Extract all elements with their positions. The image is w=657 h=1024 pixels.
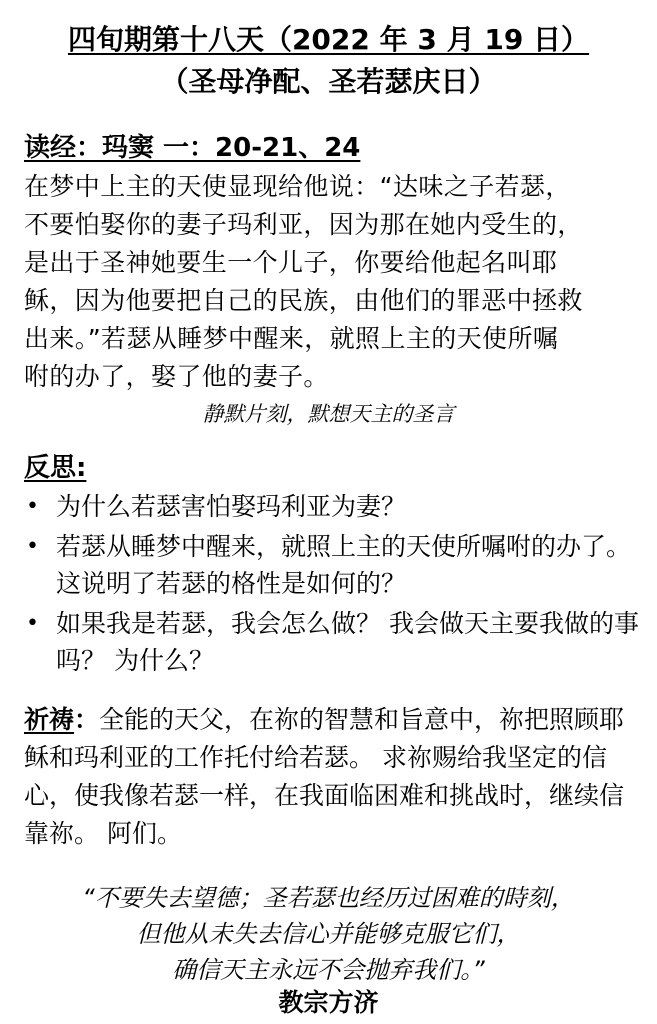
reading-line: 稣，因为他要把自己的民族，由他们的罪恶中拯救 <box>24 286 583 315</box>
reading-line: 在梦中上主的天使显现给他说：“达味之子若瑟， <box>24 172 571 201</box>
feast-subtitle: （圣母净配、圣若瑟庆日） <box>160 65 497 98</box>
reading-heading-text: 读经：玛窦 一：20-21、24 <box>24 133 361 163</box>
reflection-item-text: 若瑟从睡梦中醒来，就照上主的天使所嘱咐的办了。这说明了若瑟的格性是如何的？ <box>56 532 632 598</box>
reflection-item <box>24 605 644 679</box>
quote-author: 教宗方济 <box>278 988 379 1017</box>
prayer-paragraph <box>24 701 639 853</box>
reflection-heading-text: 反思: <box>24 453 87 483</box>
bullet-icon: • <box>26 494 39 519</box>
prayer-colon: ： <box>74 705 100 734</box>
reading-heading <box>24 130 360 166</box>
page-title-text: 四旬期第十八天（2022 年 3 月 19 日） <box>67 23 590 56</box>
bullet-icon: • <box>26 534 39 559</box>
reflection-item-text: 如果我是若瑟，我会怎么做？ 我会做天主要我做的事吗？ 为什么？ <box>56 609 639 675</box>
reading-line: 是出于圣神她要生一个儿子，你要给他起名叫耶 <box>24 248 558 277</box>
quote-line: 确信天主永远不会抛弃我们。” <box>172 956 485 984</box>
prayer-label: 祈祷 <box>24 705 75 734</box>
pope-quote <box>0 880 657 988</box>
quote-line: 但他从未失去信心并能够克服它们， <box>136 920 521 948</box>
reflection-item <box>24 528 644 602</box>
prayer-text: 全能的天父，在祢的智慧和旨意中，祢把照顾耶稣和玛利亚的工作托付给若瑟。 求祢赐给我坚定的信心，使我像若瑟一样，在我面临困难和挑战时，继续信靠祢。 阿们。 <box>24 705 625 848</box>
silence-note: 静默片刻，默想天主的圣言 <box>202 402 455 426</box>
reflection-item-text: 为什么若瑟害怕娶玛利亚为妻？ <box>56 492 407 521</box>
reflection-list <box>24 488 644 682</box>
bullet-icon: • <box>26 611 39 636</box>
reading-passage <box>24 168 639 396</box>
reflection-heading <box>24 450 86 486</box>
reading-line: 不要怕娶你的妻子玛利亚，因为那在她内受生的， <box>24 210 583 239</box>
page-title <box>0 20 657 60</box>
reading-line: 咐的办了，娶了他的妻子。 <box>24 362 329 391</box>
reflection-item <box>24 488 644 525</box>
quote-line: “不要失去望德；圣若瑟也经历过困难的時刻， <box>82 884 575 912</box>
reading-line: 出来。”若瑟从睡梦中醒来，就照上主的天使所嘱 <box>24 324 559 353</box>
